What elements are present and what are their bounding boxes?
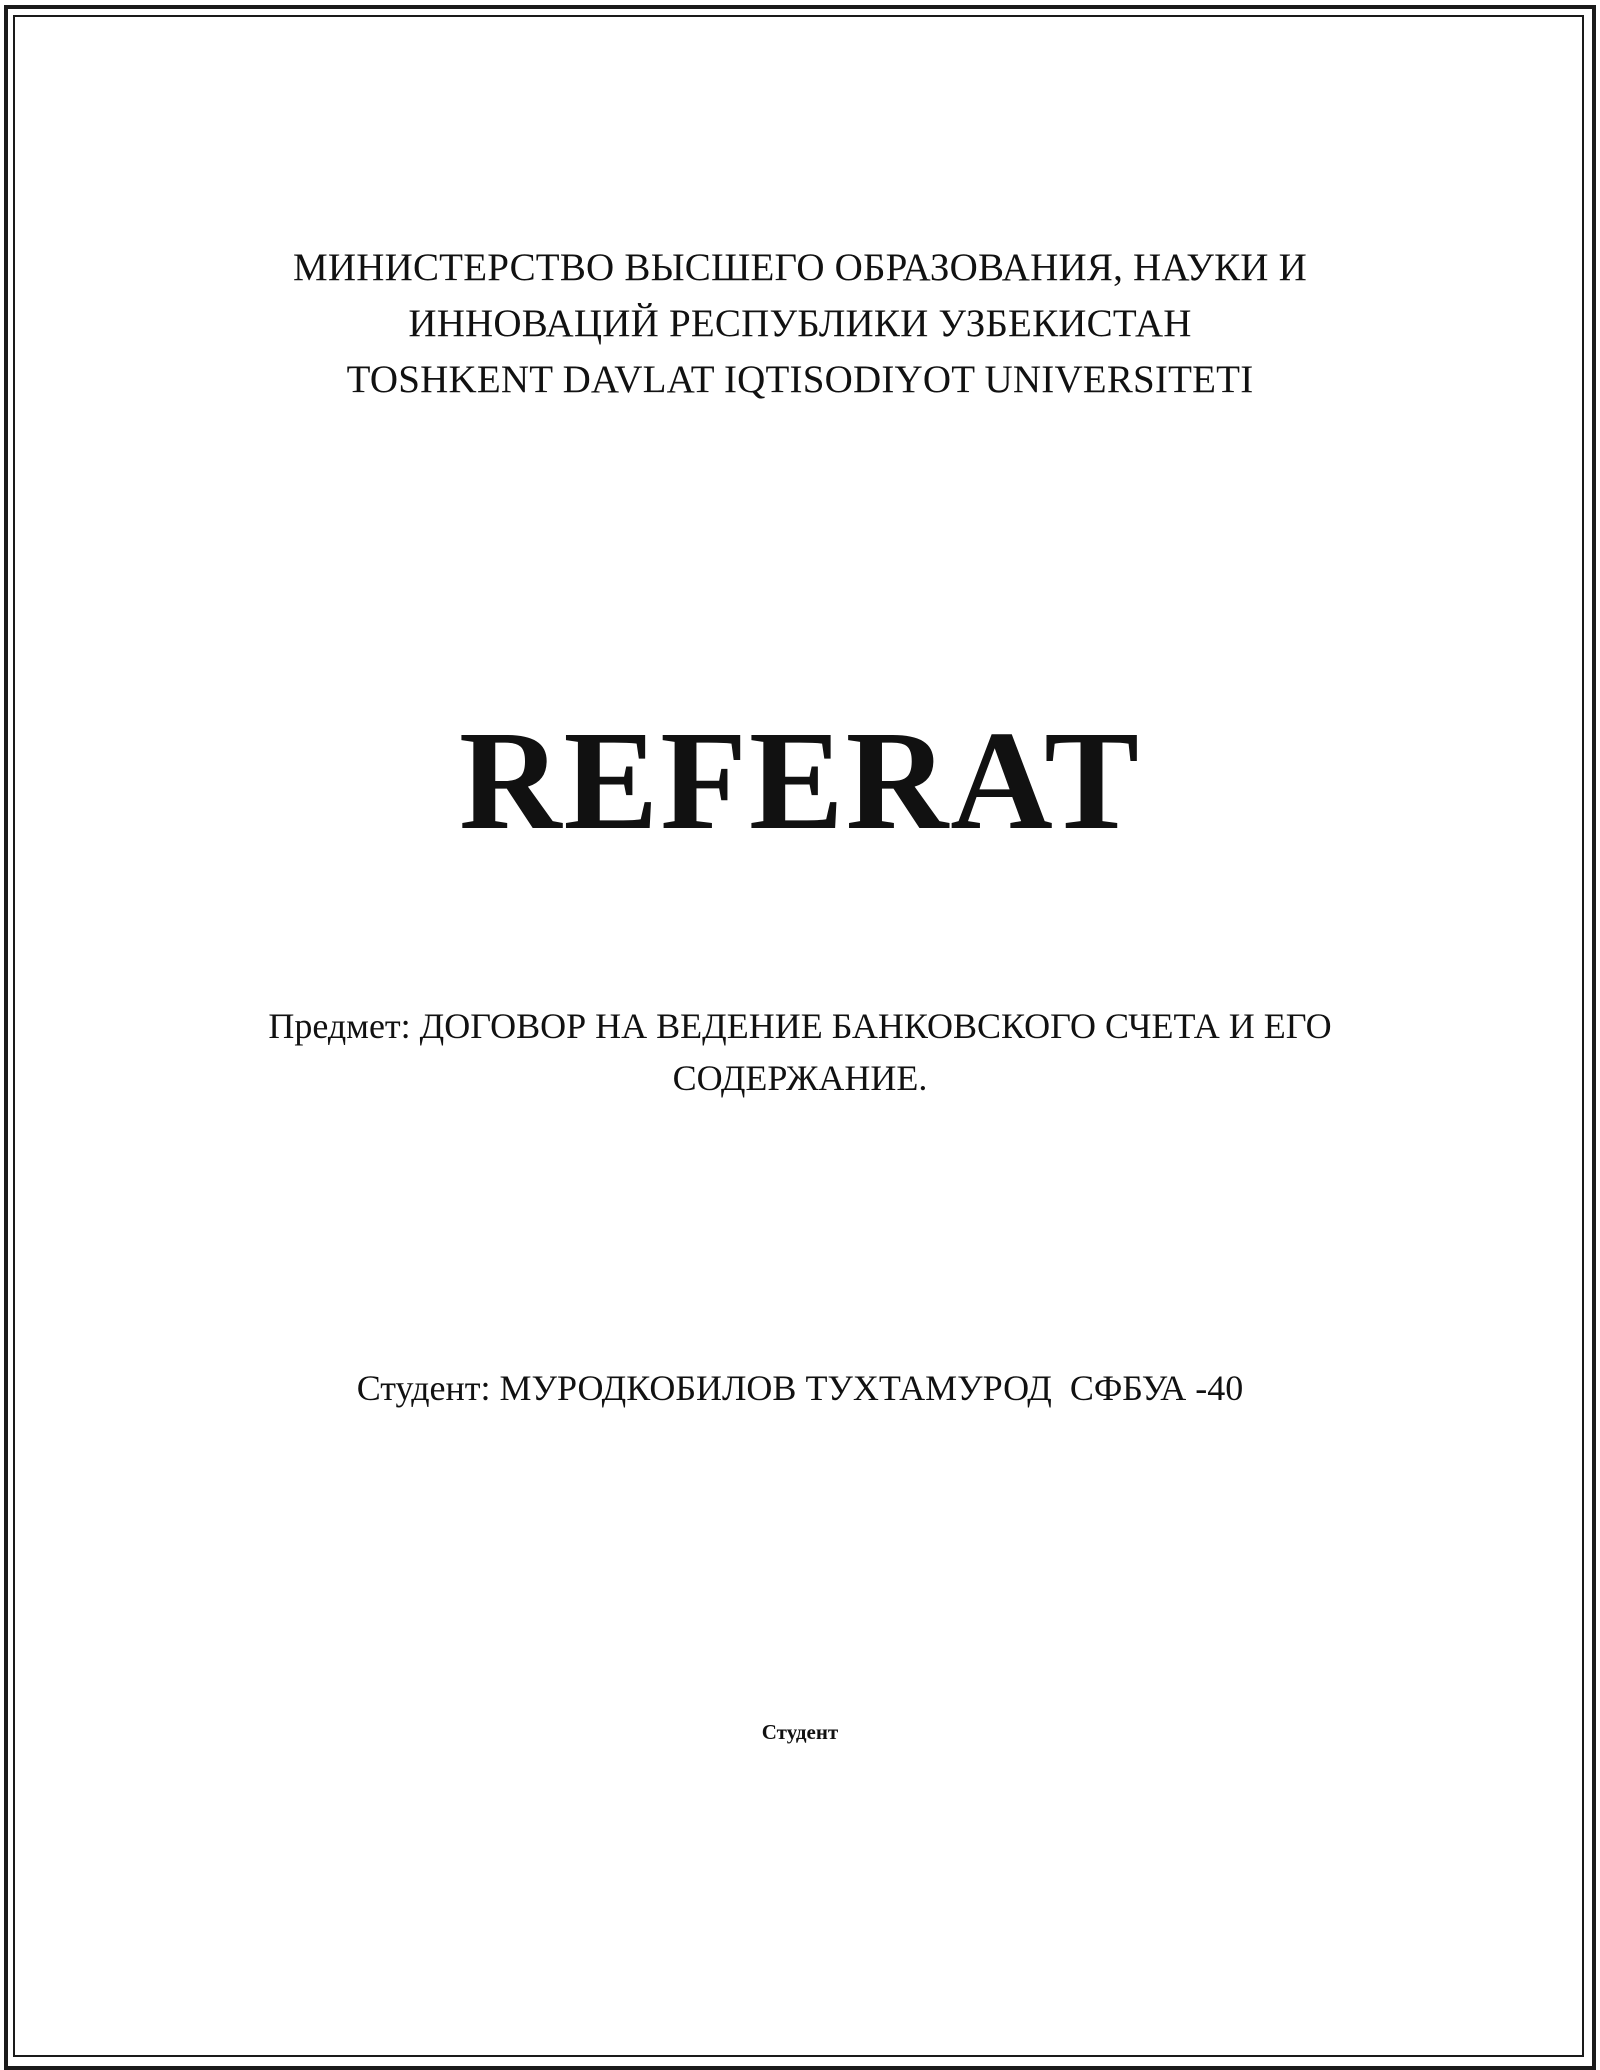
subject-line-2: СОДЕРЖАНИЕ. [672,1058,928,1098]
student-info: Студент: МУРОДКОБИЛОВ ТУХТАМУРОД СФБУА -40 [356,1368,1244,1408]
header-line-republic: ИННОВАЦИЙ РЕСПУБЛИКИ УЗБЕКИСТАН [408,302,1192,345]
student-label: Студент [761,1720,839,1744]
subject-block [0,1000,1600,1104]
header-line-university: TOSHKENT DAVLAT IQTISODIYOT UNIVERSITETI [346,358,1254,401]
subject-line-1: Предмет: ДОГОВОР НА ВЕДЕНИЕ БАНКОВСКОГО СЧЕТА И ЕГО [268,1006,1332,1046]
document-title: REFERAT [459,701,1141,859]
header-line-ministry: МИНИСТЕРСТВО ВЫСШЕГО ОБРАЗОВАНИЯ, НАУКИ И [293,246,1307,289]
institution-header [0,240,1600,408]
